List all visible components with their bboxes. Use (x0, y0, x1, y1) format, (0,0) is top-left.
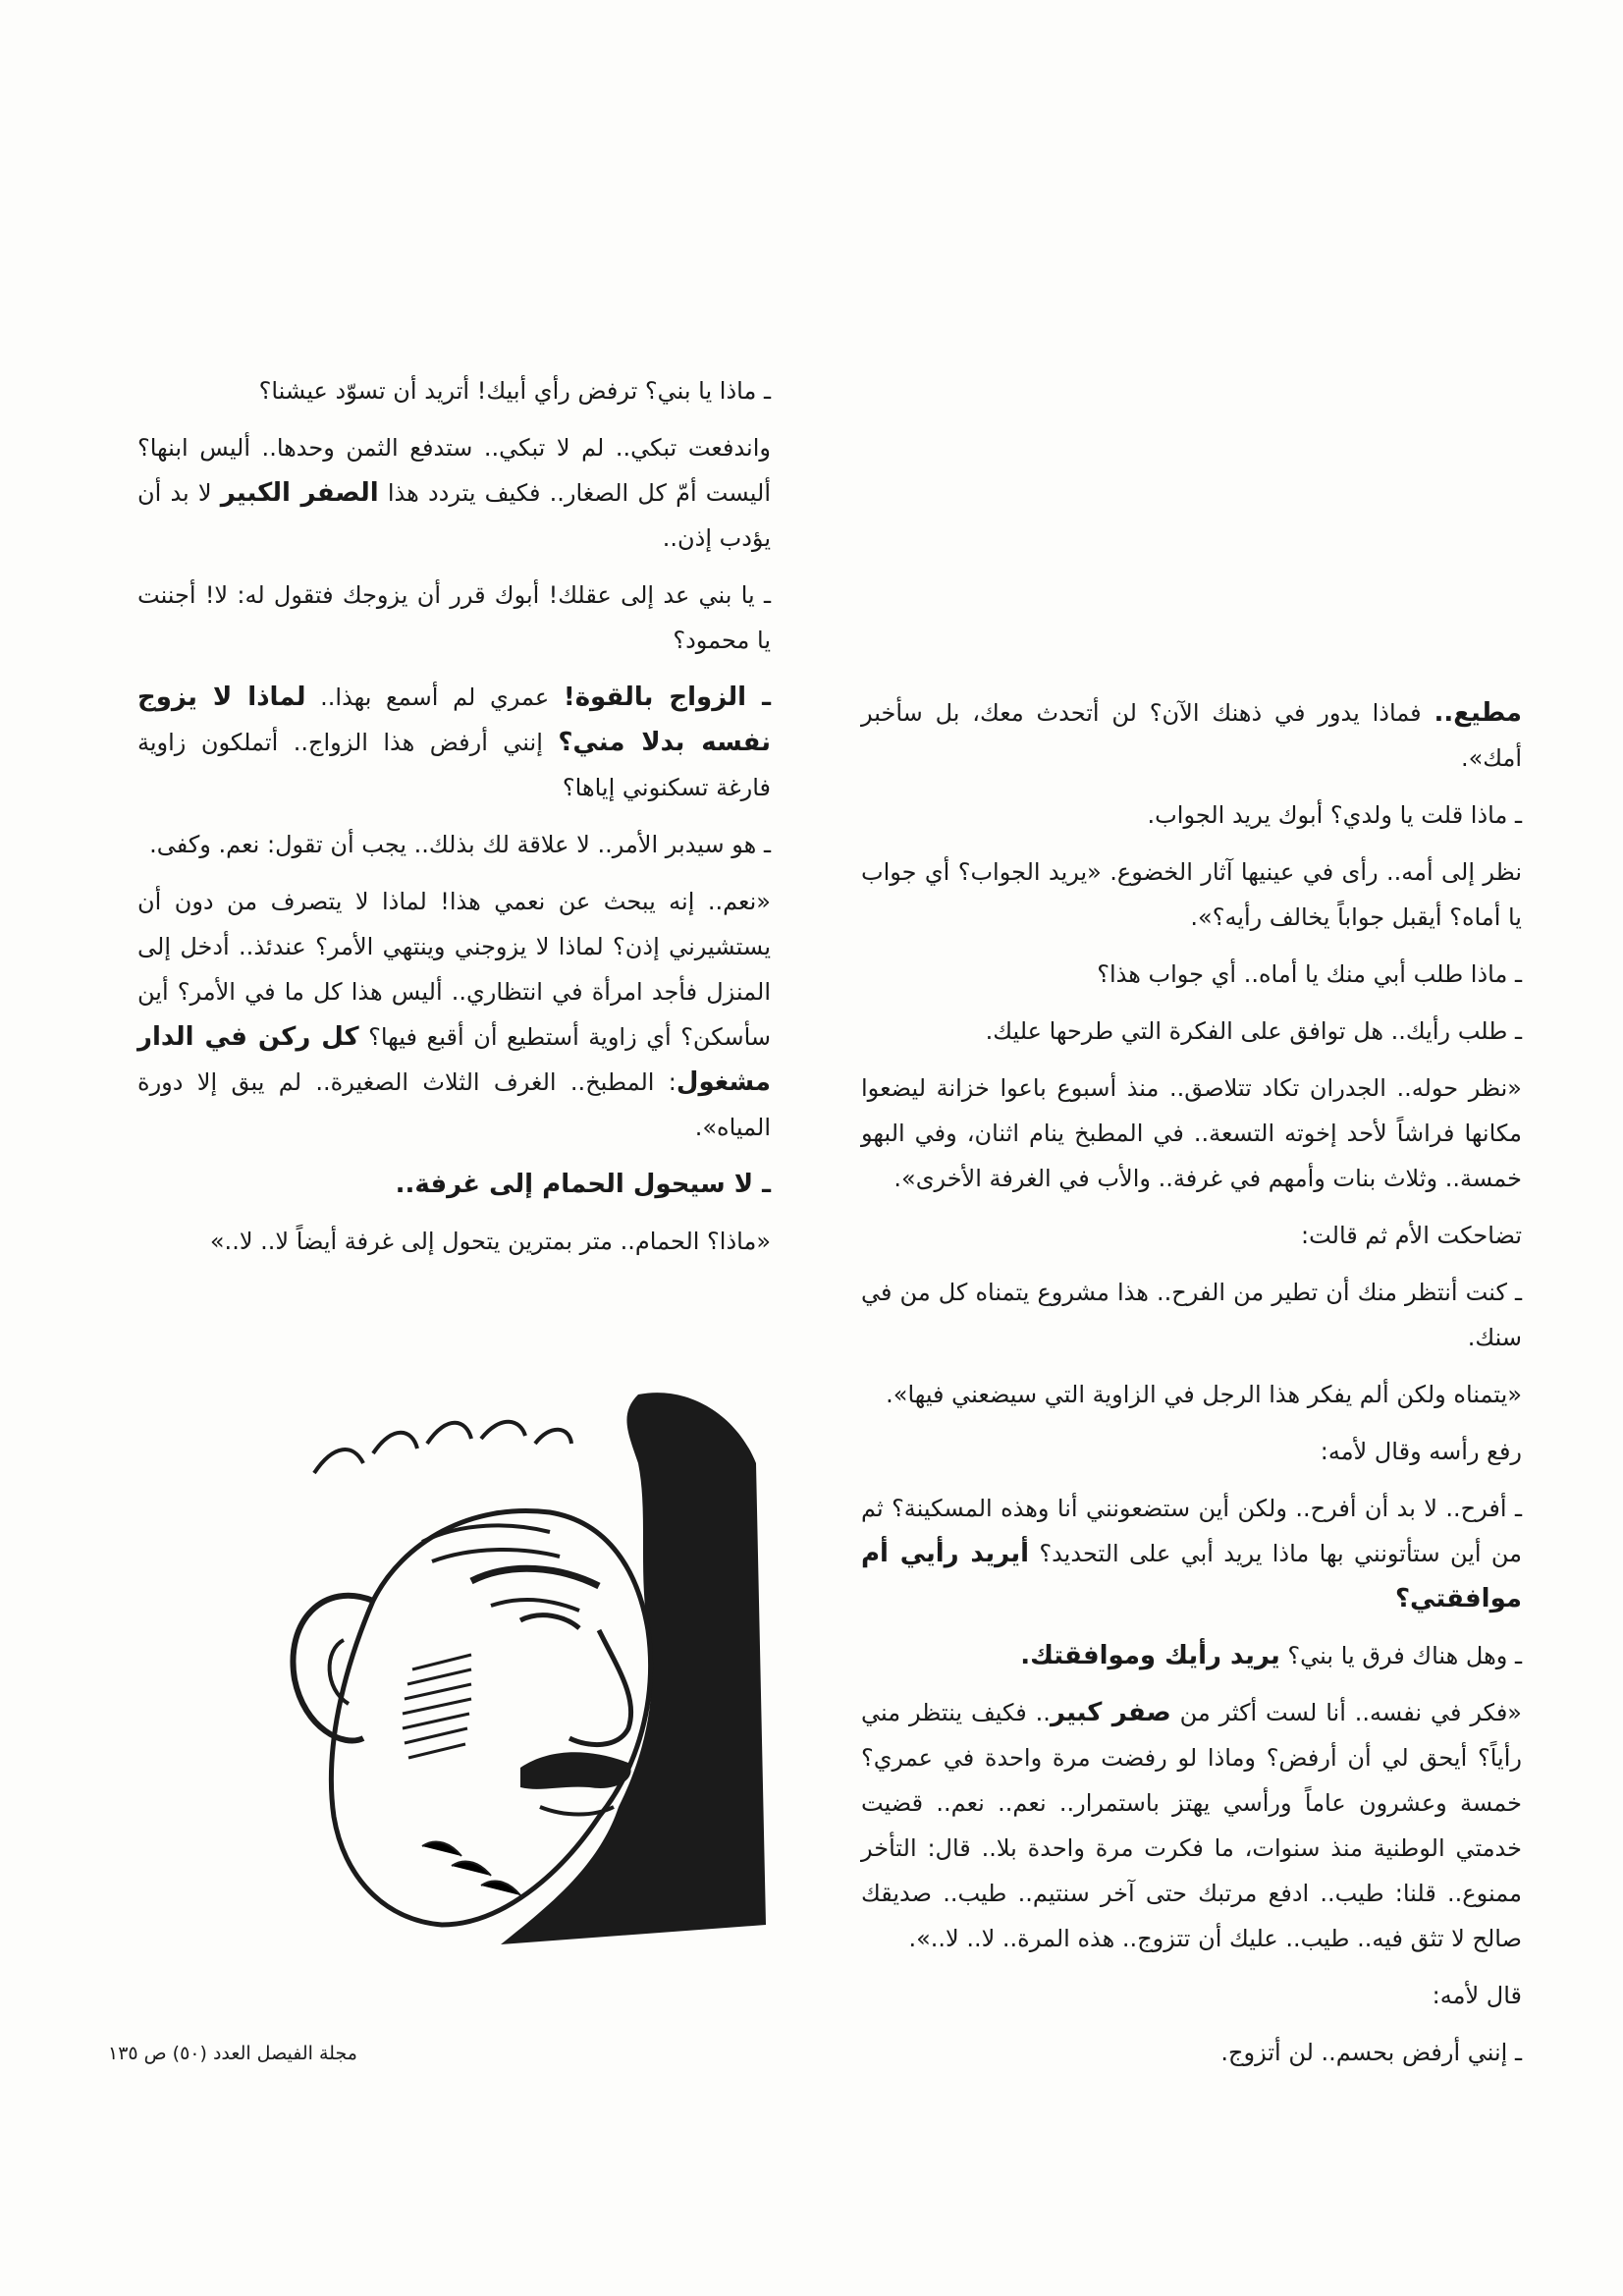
text-run: ـ ماذا يا بني؟ ترفض رأي أبيك! أتريد أن تسوّد عيشنا؟ (258, 377, 771, 405)
text-run: ـ ماذا طلب أبي منك يا أماه.. أي جواب هذا؟ (1097, 960, 1522, 988)
text-run: «ماذا؟ الحمام.. متر بمترين يتحول إلى غرفة أيضاً لا.. لا..» (209, 1228, 771, 1255)
text-run: : المطبخ.. الغرف الثلاث الصغيرة.. لم يبق إلا دورة المياه». (137, 1068, 771, 1141)
bold-phrase: لماذا لا يزوج نفسه بدلا مني؟ (137, 683, 771, 757)
left_column-paragraph (137, 1162, 771, 1207)
text-run: تضاحكت الأم ثم قالت: (1301, 1222, 1522, 1249)
text-run: «فكر في نفسه.. أنا لست أكثر من (1170, 1699, 1522, 1726)
right_column-paragraph (861, 1213, 1522, 1258)
right_column-paragraph (861, 1690, 1522, 1961)
right_column-paragraph (861, 1009, 1522, 1054)
right_column-paragraph (861, 1486, 1522, 1621)
text-run: .. فكيف ينتظر مني رأياً؟ أيحق لي أن أرفض؟ وماذا لو رفضت مرة واحدة في عمري؟ خمسة وعشرون عاماً ورأسي يهتز باستمرار.. نعم.. نعم.. قضيت خدمتي الوطنية منذ سنوات، ما فكرت مرة واحدة بلا.. قال: التأخر ممنوع.. قلنا: طيب.. ادفع مرتبك حتى آخر سنتيم.. طيب.. صديقك صالح لا تثق فيه.. طيب.. عليك أن تتزوج.. هذه المرة.. لا.. لا..». (861, 1699, 1522, 1952)
left_column-paragraph (137, 368, 771, 413)
man-face-illustration (226, 1375, 776, 1964)
right_column-paragraph (861, 1270, 1522, 1360)
bold-phrase: ـ الزواج بالقوة! (563, 683, 771, 712)
text-run: رفع رأسه وقال لأمه: (1320, 1438, 1522, 1465)
left_column-paragraph (137, 822, 771, 867)
text-run: ـ ماذا قلت يا ولدي؟ أبوك يريد الجواب. (1147, 801, 1522, 829)
text-run: فماذا يدور في ذهنك الآن؟ لن أتحدث معك، بل سأخبر أمك». (861, 699, 1522, 772)
left_column-paragraph (137, 425, 771, 561)
left_column-paragraph (137, 879, 771, 1150)
text-run: «نعم.. إنه يبحث عن نعمي هذا! لماذا لا يتصرف من دون أن يستشيرني إذن؟ لماذا لا يزوجني وينتهي الأمر؟ عندئذ.. أدخل إلى المنزل فأجد امرأة في انتظاري.. أليس هذا كل ما في الأمر؟ أين سأسكن؟ أي زاوية أستطيع أن أقبع فيها؟ (137, 888, 771, 1051)
right-text-column (861, 690, 1522, 2075)
page-footer: مجلة الفيصل العدد (٥٠) ص ١٣٥ (108, 2043, 357, 2064)
bold-phrase: أيريد رأيي أم موافقتي؟ (861, 1539, 1522, 1613)
text-run: ـ يا بني عد إلى عقلك! أبوك قرر أن يزوجك فتقول له: لا! أجننت يا محمود؟ (137, 581, 771, 654)
bold-phrase: يريد رأيك وموافقتك. (1020, 1641, 1280, 1670)
text-run: ـ طلب رأيك.. هل توافق على الفكرة التي طرحها عليك. (985, 1017, 1522, 1045)
text-run: نظر إلى أمه.. رأى في عينيها آثار الخضوع. «يريد الجواب؟ أي جواب يا أماه؟ أيقبل جواباً يخالف رأيه؟». (861, 858, 1522, 931)
bold-phrase: كل ركن في الدار مشغول (137, 1022, 771, 1097)
text-run: واندفعت تبكي.. لم لا تبكي.. ستدفع الثمن وحدها.. أليس ابنها؟ أليست أمّ كل الصغار.. فكيف يتردد هذا (137, 434, 771, 507)
right_column-paragraph (861, 2030, 1522, 2075)
text-run: «نظر حوله.. الجدران تكاد تتلاصق.. منذ أسبوع باعوا خزانة ليضعوا مكانها فراشاً لأحد إخوته التسعة.. في المطبخ ينام اثنان، وفي البهو خمسة.. وثلاث بنات وأمهم في غرفة.. والأب في الغرفة الأخرى». (861, 1074, 1522, 1192)
right_column-paragraph (861, 793, 1522, 838)
bold-phrase: صفر كبير (1050, 1698, 1171, 1727)
right_column-paragraph (861, 1633, 1522, 1678)
text-run: ـ أفرح.. لا بد أن أفرح.. ولكن أين ستضعونني أنا وهذه المسكينة؟ ثم من أين ستأتونني بها ماذا يريد أبي على التحديد؟ (861, 1495, 1523, 1567)
left_column-paragraph (137, 675, 771, 810)
text-run: لا بد أن يؤدب إذن.. (137, 479, 771, 552)
left-text-column (137, 368, 771, 1264)
text-run: ـ وهل هناك فرق يا بني؟ (1279, 1642, 1522, 1669)
left_column-paragraph (137, 573, 771, 663)
right_column-paragraph (861, 952, 1522, 997)
bold-phrase: الصفر الكبير (220, 478, 379, 508)
left_column-paragraph (137, 1219, 771, 1264)
right_column-paragraph (861, 1429, 1522, 1474)
text-run: «يتمناه ولكن ألم يفكر هذا الرجل في الزاوية التي سيضعني فيها». (886, 1381, 1522, 1408)
text-run: ـ إنني أرفض بحسم.. لن أتزوج. (1220, 2039, 1522, 2066)
right_column-paragraph (861, 1973, 1522, 2018)
right_column-paragraph (861, 1066, 1522, 1201)
text-run: عمري لم أسمع بهذا.. (305, 683, 564, 711)
text-run: ـ هو سيدبر الأمر.. لا علاقة لك بذلك.. يجب أن تقول: نعم. وكفى. (149, 831, 771, 858)
bold-phrase: مطيع.. (1434, 698, 1522, 728)
text-run: قال لأمه: (1432, 1982, 1522, 2009)
right_column-paragraph (861, 849, 1522, 940)
bold-phrase: ـ لا سيحول الحمام إلى غرفة.. (395, 1170, 771, 1199)
right_column-paragraph (861, 1372, 1522, 1417)
right_column-paragraph (861, 690, 1522, 781)
text-run: إنني أرفض هذا الزواج.. أتملكون زاوية فارغة تسكنوني إياها؟ (137, 729, 771, 801)
text-run: ـ كنت أنتظر منك أن تطير من الفرح.. هذا مشروع يتمناه كل من في سنك. (861, 1279, 1522, 1351)
